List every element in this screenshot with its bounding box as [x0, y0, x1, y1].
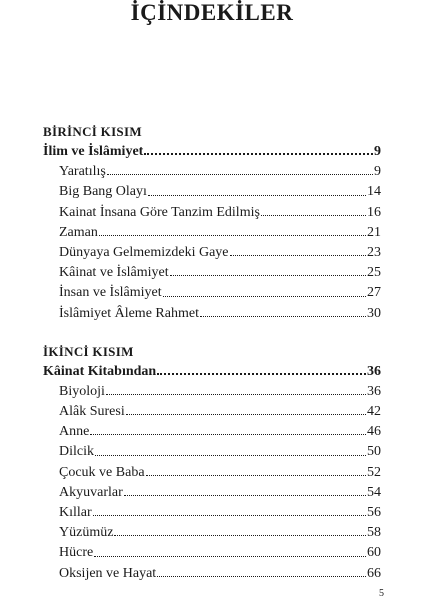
toc-entry-page: 46	[367, 424, 381, 440]
toc-entry-title: İnsan ve İslâmiyet	[59, 285, 162, 301]
toc-entry-title: Dilcik	[59, 444, 94, 460]
dot-leader	[114, 535, 366, 536]
toc-entry-page: 60	[367, 545, 381, 561]
part-spacer	[43, 324, 381, 342]
toc-entry-page: 14	[367, 184, 381, 200]
toc-entry	[43, 483, 381, 503]
toc-entry-page: 42	[367, 404, 381, 420]
dot-leader	[106, 394, 366, 395]
toc-entry	[43, 463, 381, 483]
toc-entry-title: Zaman	[59, 224, 98, 240]
toc-entry-page: 27	[367, 285, 381, 301]
toc-entry	[43, 422, 381, 442]
dot-leader	[144, 153, 373, 155]
dot-leader	[230, 255, 367, 256]
dot-leader	[95, 455, 366, 456]
section-heading-page: 9	[374, 144, 381, 159]
dot-leader	[124, 495, 366, 496]
toc-entry-title: Kıllar	[59, 505, 92, 520]
part-label: BİRİNCİ KISIM	[43, 124, 142, 139]
toc-entry-page: 66	[367, 565, 381, 581]
dot-leader	[99, 235, 366, 236]
toc-entry	[43, 283, 381, 303]
toc-entry-title: Alâk Suresi	[59, 404, 125, 420]
toc-entry-page: 50	[367, 444, 381, 460]
toc-entry-title: Çocuk ve Baba	[59, 464, 145, 480]
toc-entry-page: 58	[367, 525, 381, 541]
toc-entry-title: Big Bang Olayı	[59, 184, 147, 200]
toc-entry	[43, 503, 381, 523]
toc-entry-title: Yaratılış	[59, 164, 106, 180]
toc-entry-title: Anne	[59, 424, 90, 440]
dot-leader	[170, 275, 366, 276]
toc-entry	[43, 402, 381, 422]
toc-entry-page: 21	[367, 224, 381, 240]
toc-entry-page: 23	[367, 244, 381, 260]
page-number: 5	[379, 588, 384, 599]
part-label: İKİNCİ KISIM	[43, 343, 134, 359]
toc-entry-title: Dünyaya Gelmemizdeki Gaye	[59, 244, 229, 260]
toc-entry-title: Biyoloji	[59, 383, 105, 399]
toc-entry	[43, 304, 381, 324]
toc-entry-title: Kainat İnsana Göre Tanzim Edilmiş	[59, 204, 260, 220]
section-heading-title: Kâinat Kitabından	[43, 363, 157, 379]
part-1	[43, 122, 381, 324]
toc-entry	[43, 243, 381, 263]
toc-entry	[43, 182, 381, 202]
toc-entry-title: İslâmiyet Âleme Rahmet	[59, 305, 199, 321]
page-title: İÇİNDEKİLER	[130, 0, 294, 25]
dot-leader	[148, 195, 366, 196]
toc-entry-page: 36	[367, 383, 381, 399]
toc-entry-page: 25	[367, 265, 381, 281]
toc-entry-page: 16	[367, 204, 381, 220]
table-of-contents	[43, 122, 381, 584]
dot-leader	[90, 434, 366, 435]
toc-entry	[43, 223, 381, 243]
dot-leader	[163, 296, 366, 297]
toc-entry-page: 54	[367, 484, 381, 500]
section-heading-page: 36	[367, 363, 381, 379]
section-heading-row	[43, 142, 381, 162]
toc-entry-page: 30	[367, 305, 381, 321]
dot-leader	[200, 316, 366, 317]
toc-entry	[43, 263, 381, 283]
toc-entry	[43, 203, 381, 223]
dot-leader	[146, 475, 366, 476]
toc-entry	[43, 564, 381, 584]
section-heading-row	[43, 362, 381, 382]
toc-entry-page: 9	[374, 164, 381, 180]
dot-leader	[126, 414, 366, 415]
part-2	[43, 342, 381, 584]
toc-entry-title: Oksijen ve Hayat	[59, 565, 157, 581]
dot-leader	[94, 556, 366, 557]
dot-leader	[261, 215, 366, 216]
toc-entry-title: Hücre	[59, 545, 94, 561]
toc-entry-page: 52	[367, 464, 381, 480]
toc-entry-title: Kâinat ve İslâmiyet	[59, 265, 169, 281]
dot-leader	[93, 515, 366, 516]
toc-entry-page: 56	[367, 505, 381, 520]
toc-entry	[43, 162, 381, 182]
toc-entry	[43, 543, 381, 563]
dot-leader	[157, 576, 366, 577]
toc-entry	[43, 523, 381, 543]
toc-entry	[43, 382, 381, 402]
section-heading-title: İlim ve İslâmiyet	[43, 144, 144, 159]
toc-entry-title: Akyuvarlar	[59, 484, 123, 500]
toc-entry-title: Yüzümüz	[59, 525, 114, 541]
dot-leader	[157, 373, 366, 375]
dot-leader	[107, 174, 373, 175]
toc-entry	[43, 442, 381, 462]
